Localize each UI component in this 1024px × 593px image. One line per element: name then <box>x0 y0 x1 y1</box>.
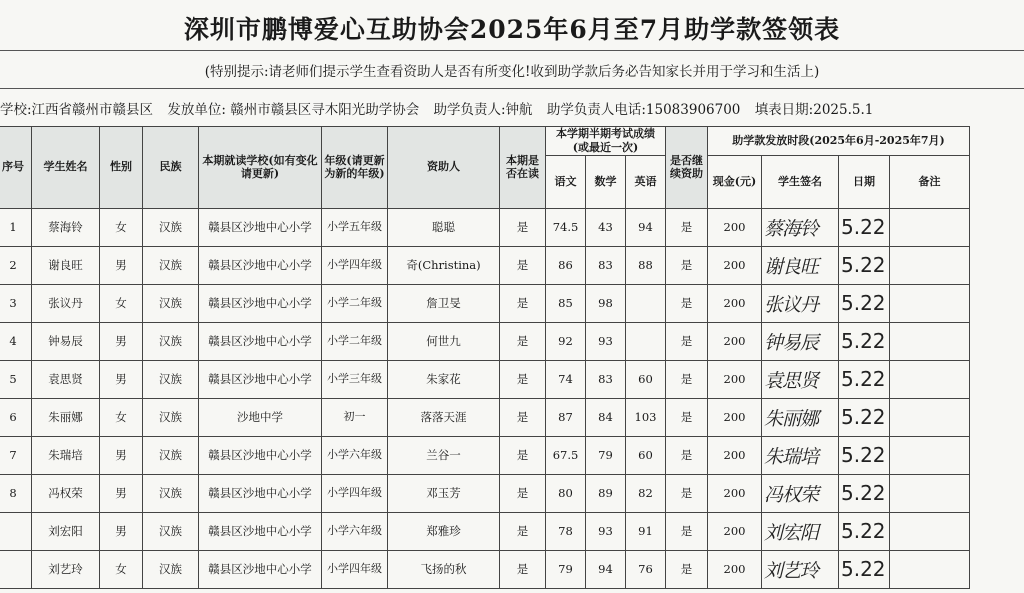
cell-gender: 女 <box>100 550 143 588</box>
cell-cash: 200 <box>708 284 762 322</box>
cell-sign-date: 5.22 <box>839 436 890 474</box>
table-row <box>0 436 970 474</box>
cell-gender: 女 <box>100 284 143 322</box>
cell-signature: 冯权荣 <box>762 474 839 512</box>
cell-math: 93 <box>586 512 626 550</box>
cell-cash: 200 <box>708 246 762 284</box>
cell-gender: 男 <box>100 436 143 474</box>
cell-ethnicity: 汉族 <box>143 436 199 474</box>
header-ethnicity: 民族 <box>143 127 199 209</box>
cell-continue: 是 <box>666 360 708 398</box>
cell-grade: 小学二年级 <box>322 284 388 322</box>
header-chinese: 语文 <box>546 155 586 208</box>
cell-gender: 男 <box>100 246 143 284</box>
cell-math: 84 <box>586 398 626 436</box>
cell-continue: 是 <box>666 436 708 474</box>
cell-grade: 小学四年级 <box>322 474 388 512</box>
cell-name: 刘艺玲 <box>32 550 100 588</box>
cell-sponsor: 郑雅珍 <box>388 512 500 550</box>
cell-continue: 是 <box>666 208 708 246</box>
cell-cash: 200 <box>708 398 762 436</box>
header-gender: 性别 <box>100 127 143 209</box>
cell-remarks <box>890 360 970 398</box>
cell-no: 4 <box>0 322 32 360</box>
info-issuer: 发放单位: 赣州市赣县区寻木阳光助学协会 <box>167 102 420 118</box>
cell-school: 赣县区沙地中心小学 <box>199 360 322 398</box>
cell-cash: 200 <box>708 322 762 360</box>
cell-gender: 女 <box>100 208 143 246</box>
info-school: 学校:江西省赣州市赣县区 <box>0 102 154 118</box>
cell-enrolled: 是 <box>500 550 546 588</box>
cell-signature: 钟易辰 <box>762 322 839 360</box>
cell-sign-date: 5.22 <box>839 284 890 322</box>
cell-chinese: 86 <box>546 246 586 284</box>
cell-continue: 是 <box>666 474 708 512</box>
cell-enrolled: 是 <box>500 246 546 284</box>
cell-no <box>0 550 32 588</box>
cell-name: 朱瑞培 <box>32 436 100 474</box>
cell-continue: 是 <box>666 322 708 360</box>
cell-signature: 刘艺玲 <box>762 550 839 588</box>
info-date: 填表日期:2025.5.1 <box>754 102 874 118</box>
cell-english: 103 <box>626 398 666 436</box>
cell-no: 6 <box>0 398 32 436</box>
cell-enrolled: 是 <box>500 360 546 398</box>
cell-math: 98 <box>586 284 626 322</box>
cell-name: 谢良旺 <box>32 246 100 284</box>
cell-english: 88 <box>626 246 666 284</box>
cell-chinese: 74 <box>546 360 586 398</box>
cell-chinese: 74.5 <box>546 208 586 246</box>
cell-school: 赣县区沙地中心小学 <box>199 474 322 512</box>
cell-sponsor: 邓玉芳 <box>388 474 500 512</box>
cell-no: 5 <box>0 360 32 398</box>
cell-chinese: 80 <box>546 474 586 512</box>
header-sign-date: 日期 <box>839 155 890 208</box>
cell-school: 赣县区沙地中心小学 <box>199 512 322 550</box>
cell-english: 60 <box>626 360 666 398</box>
cell-no: 7 <box>0 436 32 474</box>
cell-math: 79 <box>586 436 626 474</box>
cell-sponsor: 落落天涯 <box>388 398 500 436</box>
cell-grade: 初一 <box>322 398 388 436</box>
cell-ethnicity: 汉族 <box>143 474 199 512</box>
cell-sponsor: 飞扬的秋 <box>388 550 500 588</box>
header-english: 英语 <box>626 155 666 208</box>
cell-chinese: 78 <box>546 512 586 550</box>
cell-remarks <box>890 512 970 550</box>
table-body <box>0 208 970 588</box>
info-line <box>0 98 1024 118</box>
cell-no <box>0 512 32 550</box>
cell-ethnicity: 汉族 <box>143 246 199 284</box>
cell-sponsor: 朱家花 <box>388 360 500 398</box>
cell-gender: 女 <box>100 398 143 436</box>
title-divider <box>0 50 1024 51</box>
cell-cash: 200 <box>708 208 762 246</box>
cell-math: 89 <box>586 474 626 512</box>
aid-sign-table <box>0 126 970 589</box>
cell-gender: 男 <box>100 322 143 360</box>
table-row <box>0 550 970 588</box>
cell-signature: 张议丹 <box>762 284 839 322</box>
cell-enrolled: 是 <box>500 284 546 322</box>
cell-grade: 小学六年级 <box>322 512 388 550</box>
cell-sponsor: 詹卫旻 <box>388 284 500 322</box>
table-row <box>0 246 970 284</box>
cell-remarks <box>890 550 970 588</box>
cell-enrolled: 是 <box>500 512 546 550</box>
cell-grade: 小学二年级 <box>322 322 388 360</box>
cell-signature: 袁思贤 <box>762 360 839 398</box>
form-title: 深圳市鹏博爱心互助协会2025年6月至7月助学款签领表 <box>183 15 841 44</box>
header-no: 序号 <box>0 127 32 209</box>
cell-enrolled: 是 <box>500 398 546 436</box>
cell-enrolled: 是 <box>500 322 546 360</box>
special-notice: (特别提示:请老师们提示学生查看资助人是否有所变化!收到助学款后务必告知家长并用于学习和生活上) <box>204 64 820 80</box>
cell-sign-date: 5.22 <box>839 246 890 284</box>
cell-grade: 小学六年级 <box>322 436 388 474</box>
table-row <box>0 512 970 550</box>
cell-english <box>626 284 666 322</box>
cell-enrolled: 是 <box>500 474 546 512</box>
cell-math: 83 <box>586 246 626 284</box>
cell-remarks <box>890 474 970 512</box>
cell-school: 沙地中学 <box>199 398 322 436</box>
cell-english: 60 <box>626 436 666 474</box>
cell-sign-date: 5.22 <box>839 550 890 588</box>
cell-name: 刘宏阳 <box>32 512 100 550</box>
cell-signature: 蔡海铃 <box>762 208 839 246</box>
header-sponsor: 资助人 <box>388 127 500 209</box>
cell-sign-date: 5.22 <box>839 322 890 360</box>
cell-remarks <box>890 284 970 322</box>
cell-remarks <box>890 436 970 474</box>
cell-signature: 刘宏阳 <box>762 512 839 550</box>
table-row <box>0 284 970 322</box>
header-name: 学生姓名 <box>32 127 100 209</box>
cell-sponsor: 何世九 <box>388 322 500 360</box>
cell-school: 赣县区沙地中心小学 <box>199 284 322 322</box>
cell-school: 赣县区沙地中心小学 <box>199 322 322 360</box>
cell-math: 93 <box>586 322 626 360</box>
header-math: 数学 <box>586 155 626 208</box>
cell-name: 袁思贤 <box>32 360 100 398</box>
cell-no: 2 <box>0 246 32 284</box>
cell-english: 91 <box>626 512 666 550</box>
cell-continue: 是 <box>666 550 708 588</box>
header-period: 助学款发放时段(2025年6月-2025年7月) <box>708 127 970 156</box>
header-grade: 年级(请更新为新的年级) <box>322 127 388 209</box>
cell-sign-date: 5.22 <box>839 208 890 246</box>
cell-name: 蔡海铃 <box>32 208 100 246</box>
cell-gender: 男 <box>100 360 143 398</box>
cell-chinese: 87 <box>546 398 586 436</box>
cell-grade: 小学四年级 <box>322 246 388 284</box>
cell-cash: 200 <box>708 436 762 474</box>
cell-no: 1 <box>0 208 32 246</box>
cell-enrolled: 是 <box>500 208 546 246</box>
cell-no: 3 <box>0 284 32 322</box>
cell-ethnicity: 汉族 <box>143 322 199 360</box>
cell-continue: 是 <box>666 246 708 284</box>
cell-sign-date: 5.22 <box>839 474 890 512</box>
cell-name: 朱丽娜 <box>32 398 100 436</box>
cell-signature: 谢良旺 <box>762 246 839 284</box>
cell-signature: 朱瑞培 <box>762 436 839 474</box>
header-school: 本期就读学校(如有变化请更新) <box>199 127 322 209</box>
cell-sponsor: 兰谷一 <box>388 436 500 474</box>
cell-continue: 是 <box>666 284 708 322</box>
cell-math: 43 <box>586 208 626 246</box>
cell-ethnicity: 汉族 <box>143 550 199 588</box>
cell-cash: 200 <box>708 474 762 512</box>
cell-school: 赣县区沙地中心小学 <box>199 246 322 284</box>
cell-gender: 男 <box>100 474 143 512</box>
cell-ethnicity: 汉族 <box>143 284 199 322</box>
cell-no: 8 <box>0 474 32 512</box>
header-scores: 本学期半期考试成绩(或最近一次) <box>546 127 666 156</box>
cell-ethnicity: 汉族 <box>143 360 199 398</box>
cell-remarks <box>890 246 970 284</box>
header-remarks: 备注 <box>890 155 970 208</box>
notice-divider <box>0 88 1024 89</box>
table-row <box>0 360 970 398</box>
cell-signature: 朱丽娜 <box>762 398 839 436</box>
cell-enrolled: 是 <box>500 436 546 474</box>
info-manager: 助学负责人:钟航 <box>433 102 533 118</box>
cell-sign-date: 5.22 <box>839 398 890 436</box>
cell-grade: 小学五年级 <box>322 208 388 246</box>
header-enrolled: 本期是否在读 <box>500 127 546 209</box>
cell-name: 钟易辰 <box>32 322 100 360</box>
cell-sponsor: 奇(Christina) <box>388 246 500 284</box>
cell-remarks <box>890 208 970 246</box>
cell-chinese: 92 <box>546 322 586 360</box>
table-row <box>0 398 970 436</box>
cell-sign-date: 5.22 <box>839 360 890 398</box>
cell-sponsor: 聪聪 <box>388 208 500 246</box>
table-row <box>0 474 970 512</box>
cell-remarks <box>890 322 970 360</box>
cell-english: 94 <box>626 208 666 246</box>
cell-cash: 200 <box>708 512 762 550</box>
cell-math: 94 <box>586 550 626 588</box>
cell-chinese: 67.5 <box>546 436 586 474</box>
cell-continue: 是 <box>666 398 708 436</box>
cell-remarks <box>890 398 970 436</box>
cell-chinese: 85 <box>546 284 586 322</box>
cell-ethnicity: 汉族 <box>143 398 199 436</box>
header-cash: 现金(元) <box>708 155 762 208</box>
cell-ethnicity: 汉族 <box>143 512 199 550</box>
header-continue: 是否继续资助 <box>666 127 708 209</box>
cell-english <box>626 322 666 360</box>
cell-english: 76 <box>626 550 666 588</box>
cell-grade: 小学三年级 <box>322 360 388 398</box>
info-phone: 助学负责人电话:15083906700 <box>546 102 741 118</box>
cell-name: 冯权荣 <box>32 474 100 512</box>
table-row <box>0 322 970 360</box>
cell-sign-date: 5.22 <box>839 512 890 550</box>
table-row <box>0 208 970 246</box>
cell-cash: 200 <box>708 550 762 588</box>
cell-continue: 是 <box>666 512 708 550</box>
cell-math: 83 <box>586 360 626 398</box>
cell-school: 赣县区沙地中心小学 <box>199 436 322 474</box>
cell-school: 赣县区沙地中心小学 <box>199 208 322 246</box>
cell-english: 82 <box>626 474 666 512</box>
cell-name: 张议丹 <box>32 284 100 322</box>
cell-cash: 200 <box>708 360 762 398</box>
cell-grade: 小学四年级 <box>322 550 388 588</box>
cell-school: 赣县区沙地中心小学 <box>199 550 322 588</box>
header-signature: 学生签名 <box>762 155 839 208</box>
cell-ethnicity: 汉族 <box>143 208 199 246</box>
cell-chinese: 79 <box>546 550 586 588</box>
cell-gender: 男 <box>100 512 143 550</box>
